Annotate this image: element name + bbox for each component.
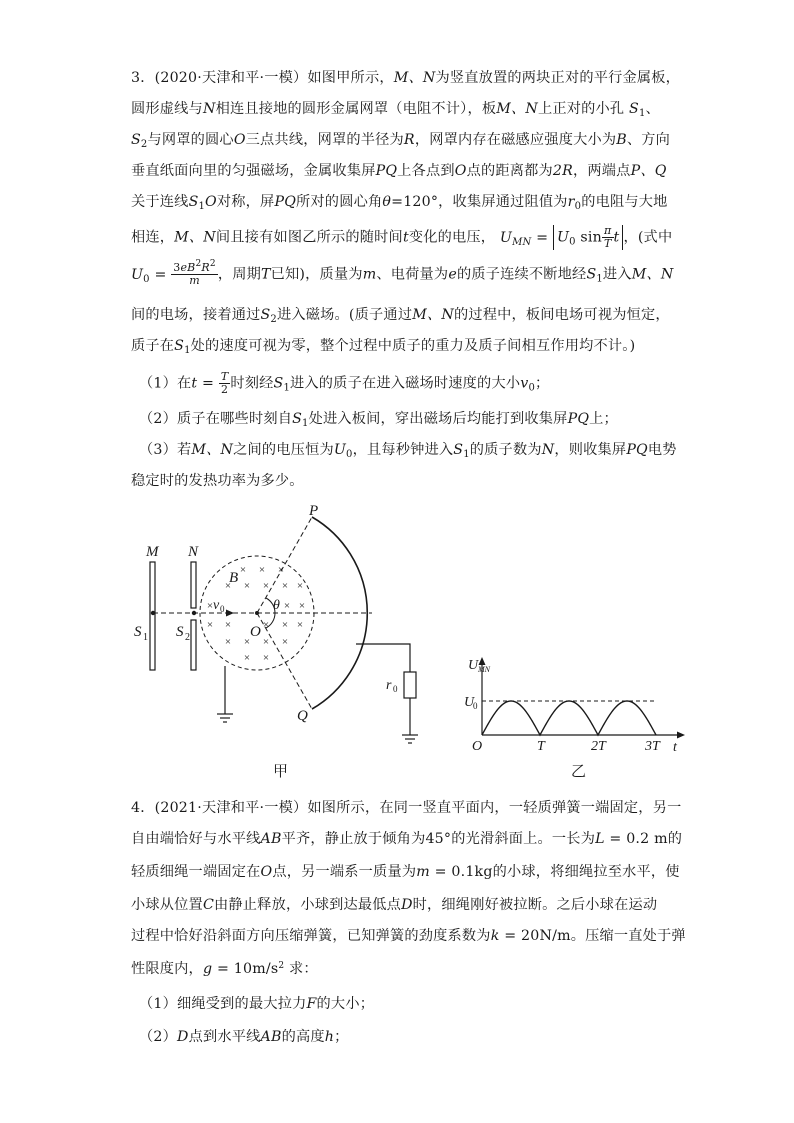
svg-text:×: × [262, 652, 270, 664]
p4-line-1: 4．(2021·天津和平·一模）如图所示，在同一竖直平面内，一轻质弹簧一端固定，另一 [131, 800, 682, 816]
svg-text:0: 0 [220, 604, 225, 614]
label-s1: S [134, 624, 142, 640]
p3-line-6: 相连，M、N间且接有如图乙所示的随时间t变化的电压， $U_{MN} = U_0$ sin $\frac{\pi}{T}$ t ，(式中 [131, 224, 673, 250]
tick-origin: O [472, 739, 483, 754]
label-p: P [309, 503, 319, 519]
p4-line-5: 过程中恰好沿斜面方向压缩弹簧，已知弹簧的劲度系数为k = 20N/m。压缩一直处于弹 [131, 928, 686, 944]
figure-yi [460, 655, 700, 785]
svg-text:1: 1 [143, 632, 148, 643]
svg-text:×: × [206, 619, 214, 631]
label-v0: v [213, 598, 220, 613]
plate-m [150, 562, 155, 670]
p3-line-9: 质子在$S_1$处的速度可视为零，整个过程中质子的重力及质子间相互作用均不计。) [131, 338, 636, 356]
svg-text:×: × [258, 564, 266, 576]
tick-t: T [537, 739, 545, 754]
label-u0: U [464, 695, 475, 710]
svg-text:×: × [243, 580, 251, 592]
p3-line-4: 垂直纸面向里的匀强磁场，金属收集屏PQ上各点到O点的距离都为2R，两端点P、Q [131, 163, 667, 179]
svg-text:×: × [262, 580, 270, 592]
svg-text:×: × [224, 580, 232, 592]
p4-line-6: 性限度内，$g = 10m/s^2$ 求： [131, 961, 318, 977]
label-b: B [229, 570, 239, 586]
label-umn: U [468, 658, 479, 673]
label-n: N [188, 544, 199, 560]
svg-text:×: × [262, 619, 270, 631]
svg-text:×: × [283, 600, 291, 612]
svg-text:×: × [262, 636, 270, 648]
label-o: O [250, 624, 261, 640]
svg-text:×: × [296, 619, 304, 631]
p4-question-2: （2）D点到水平线AB的高度h； [139, 1029, 349, 1045]
svg-text:×: × [281, 636, 289, 648]
svg-text:2: 2 [185, 632, 190, 643]
caption-jia: 甲 [273, 764, 289, 780]
svg-text:×: × [296, 580, 304, 592]
plate-n-upper [191, 562, 196, 608]
label-r0: r [386, 678, 392, 693]
svg-text:×: × [224, 619, 232, 631]
svg-text:×: × [239, 564, 247, 576]
p3-line-8: 间的电场，接着通过$S_2$进入磁场。(质子通过M、N的过程中，板间电场可视为恒定， [131, 307, 670, 325]
svg-text:×: × [206, 600, 214, 612]
plate-n-lower [191, 620, 196, 670]
svg-text:0: 0 [473, 701, 478, 711]
caption-yi: 乙 [571, 764, 587, 780]
svg-text:×: × [281, 580, 289, 592]
p3-question-3-cont: 稳定时的发热功率为多少。 [131, 473, 304, 489]
p3-line-5: 关于连线$S_1O$对称，屏PQ所对的圆心角θ=120°，收集屏通过阻值为$r_0$的电阻与大地 [131, 194, 668, 212]
svg-text:×: × [281, 619, 289, 631]
svg-text:MN: MN [478, 665, 490, 674]
label-q: Q [297, 708, 308, 724]
resistor-r0 [404, 672, 416, 698]
svg-text:×: × [298, 600, 306, 612]
p4-line-2: 自由端恰好与水平线AB平齐，静止放于倾角为45°的光滑斜面上。一长为L = 0.2 m的 [131, 831, 683, 847]
umn-curve [482, 701, 656, 735]
svg-text:×: × [243, 636, 251, 648]
p4-line-4: 小球从位置C由静止释放，小球到达最低点D时，细绳刚好被拉断。之后小球在运动 [131, 897, 658, 913]
formula-umn: $U_{MN} = U_0$ sin $\frac{\pi}{T}$ t [500, 230, 624, 246]
p3-question-1: （1）在t = $\frac{T}{2}$ 时刻经$S_1$进入的质子在进入磁场时速度的大小$v_0$； [139, 370, 550, 396]
p4-question-1: （1）细绳受到的最大拉力F的大小； [139, 996, 375, 1012]
p4-line-3: 轻质细绳一端固定在O点，另一端系一质量为m = 0.1kg的小球，将细绳拉至水平，使 [131, 864, 680, 880]
p3-line-1: 3．(2020·天津和平·一模）如图甲所示，M、N为竖直放置的两块正对的平行金属板， [131, 70, 681, 86]
svg-text:×: × [224, 636, 232, 648]
tick-2t: 2T [591, 739, 606, 754]
svg-text:×: × [243, 652, 251, 664]
p3-question-2: （2）质子在哪些时刻自$S_1$处进入板间，穿出磁场后均能打到收集屏PQ上； [139, 411, 618, 429]
tick-3t: 3T [645, 739, 660, 754]
label-s2: S [176, 624, 184, 640]
svg-text:×: × [277, 564, 285, 576]
label-theta: θ [273, 598, 280, 613]
formula-u0: $U_0$ = $\frac{3eB^2R^2}{m}$ [131, 259, 216, 287]
p3-question-3: （3）若M、N之间的电压恒为$U_0$，且每秒钟进入$S_1$的质子数为N，则收集屏PQ电势 [139, 442, 677, 460]
label-m: M [146, 544, 159, 560]
p3-line-2: 圆形虚线与N相连且接地的圆形金属网罩（电阻不计），板M、N上正对的小孔 $S_1$、 [131, 101, 660, 119]
p3-line-7: $U_0$ = $\frac{3eB^2R^2}{m}$ ，周期T已知)，质量为m、电荷量为e的质子连续不断地经$S_1$进入M、N [131, 259, 674, 287]
p3-line-3: $S_2$与网罩的圆心O三点共线，网罩的半径为R，网罩内存在磁感应强度大小为B、方向 [131, 132, 671, 150]
label-t-axis: t [673, 740, 677, 755]
svg-text:0: 0 [393, 684, 398, 694]
